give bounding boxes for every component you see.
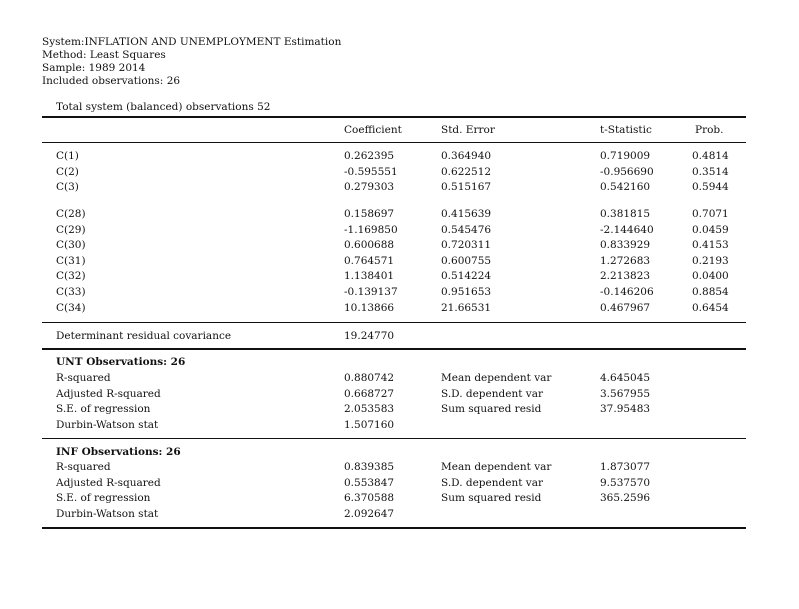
bottom-rule [42, 527, 746, 529]
determinant-top-rule [42, 322, 746, 323]
inf-stat-value-2: 1.873077 [600, 461, 651, 473]
coef-name: C(3) [56, 181, 79, 194]
method-line: Method: Least Squares [42, 49, 166, 61]
unt-stat-label-2: Mean dependent var [441, 372, 552, 384]
coef-name: C(29) [56, 223, 86, 236]
t-stat-value: 0.719009 [600, 150, 651, 162]
prob-value: 0.3514 [692, 165, 729, 178]
unt-stat-label: S.E. of regression [56, 403, 151, 416]
determinant-label: Determinant residual covariance [56, 330, 232, 342]
unt-stat-value-2: 4.645045 [600, 372, 651, 384]
inf-stat-value-2: 9.537570 [600, 476, 651, 489]
t-stat-value: -0.956690 [600, 165, 654, 178]
col-std-error: Std. Error [441, 124, 495, 136]
col-prob: Prob. [695, 124, 724, 136]
inf-stat-value: 0.839385 [344, 461, 395, 473]
t-stat-value: -0.146206 [600, 286, 654, 298]
coef-name: C(31) [56, 254, 86, 267]
std-error-value: 0.600755 [441, 254, 492, 267]
unt-section-rule [42, 348, 746, 350]
prob-value: 0.6454 [692, 301, 729, 314]
coef-value: -0.139137 [344, 286, 398, 298]
std-error-value: 0.515167 [441, 181, 492, 194]
inf-stat-label-2: S.D. dependent var [441, 476, 543, 489]
t-stat-value: 0.542160 [600, 181, 651, 194]
std-error-value: 0.364940 [441, 150, 492, 162]
top-rule [42, 116, 746, 118]
coef-name: C(28) [56, 208, 86, 220]
prob-value: 0.0400 [692, 270, 729, 283]
coef-name: C(33) [56, 286, 86, 298]
total-observations-line: Total system (balanced) observations 52 [56, 101, 271, 113]
std-error-value: 0.514224 [441, 270, 492, 283]
coef-value: 10.13866 [344, 301, 395, 314]
coef-value: 0.279303 [344, 181, 395, 194]
sample-line: Sample: 1989 2014 [42, 62, 146, 74]
prob-value: 0.4153 [692, 239, 729, 252]
coef-value: -1.169850 [344, 223, 398, 236]
col-t-statistic: t-Statistic [600, 124, 652, 136]
unt-stat-label-2: S.D. dependent var [441, 387, 543, 400]
t-stat-value: -2.144640 [600, 223, 654, 236]
unt-stat-value: 1.507160 [344, 418, 395, 431]
coef-value: 0.158697 [344, 208, 395, 220]
unt-stat-value: 2.053583 [344, 403, 395, 416]
t-stat-value: 0.833929 [600, 239, 651, 252]
t-stat-value: 2.213823 [600, 270, 651, 283]
std-error-value: 21.66531 [441, 301, 492, 314]
coef-value: 0.764571 [344, 254, 395, 267]
coef-value: 0.262395 [344, 150, 395, 162]
inf-stat-label: S.E. of regression [56, 492, 151, 505]
std-error-value: 0.622512 [441, 165, 492, 178]
determinant-value: 19.24770 [344, 330, 395, 342]
estimation-header [42, 36, 341, 88]
inf-stat-label-2: Mean dependent var [441, 461, 552, 473]
inf-stat-value: 2.092647 [344, 507, 395, 520]
prob-value: 0.7071 [692, 208, 729, 220]
unt-stat-value: 0.668727 [344, 387, 395, 400]
unt-stat-value: 0.880742 [344, 372, 395, 384]
inf-section-rule [42, 438, 746, 439]
inf-stat-label: Durbin-Watson stat [56, 507, 159, 520]
coef-name: C(34) [56, 301, 86, 314]
std-error-value: 0.951653 [441, 286, 492, 298]
coef-name: C(1) [56, 150, 79, 162]
col-coefficient: Coefficient [344, 124, 402, 136]
system-line: System:INFLATION AND UNEMPLOYMENT Estimation [42, 36, 342, 48]
unt-stat-label: R-squared [56, 372, 111, 384]
prob-value: 0.2193 [692, 254, 729, 267]
inf-stat-label: R-squared [56, 461, 111, 473]
t-stat-value: 0.467967 [600, 301, 651, 314]
inf-stat-value: 6.370588 [344, 492, 395, 505]
coef-name: C(32) [56, 270, 86, 283]
included-line: Included observations: 26 [42, 75, 181, 87]
std-error-value: 0.415639 [441, 208, 492, 220]
prob-value: 0.0459 [692, 223, 729, 236]
unt-section-title: UNT Observations: 26 [56, 356, 186, 368]
unt-stat-label-2: Sum squared resid [441, 403, 542, 416]
inf-stat-label-2: Sum squared resid [441, 492, 542, 505]
coef-value: 0.600688 [344, 239, 395, 252]
t-stat-value: 0.381815 [600, 208, 651, 220]
inf-stat-value-2: 365.2596 [600, 492, 651, 505]
inf-stat-label: Adjusted R-squared [56, 476, 161, 489]
unt-stat-label: Durbin-Watson stat [56, 418, 159, 431]
prob-value: 0.8854 [692, 286, 729, 298]
std-error-value: 0.545476 [441, 223, 492, 236]
coef-name: C(2) [56, 165, 79, 178]
unt-stat-value-2: 3.567955 [600, 387, 651, 400]
prob-value: 0.4814 [692, 150, 729, 162]
prob-value: 0.5944 [692, 181, 729, 194]
header-rule [42, 142, 746, 143]
inf-section-title: INF Observations: 26 [56, 446, 181, 458]
unt-stat-label: Adjusted R-squared [56, 387, 161, 400]
coef-value: -0.595551 [344, 165, 398, 178]
t-stat-value: 1.272683 [600, 254, 651, 267]
coef-name: C(30) [56, 239, 86, 252]
unt-stat-value-2: 37.95483 [600, 403, 651, 416]
std-error-value: 0.720311 [441, 239, 492, 252]
inf-stat-value: 0.553847 [344, 476, 395, 489]
coef-value: 1.138401 [344, 270, 395, 283]
